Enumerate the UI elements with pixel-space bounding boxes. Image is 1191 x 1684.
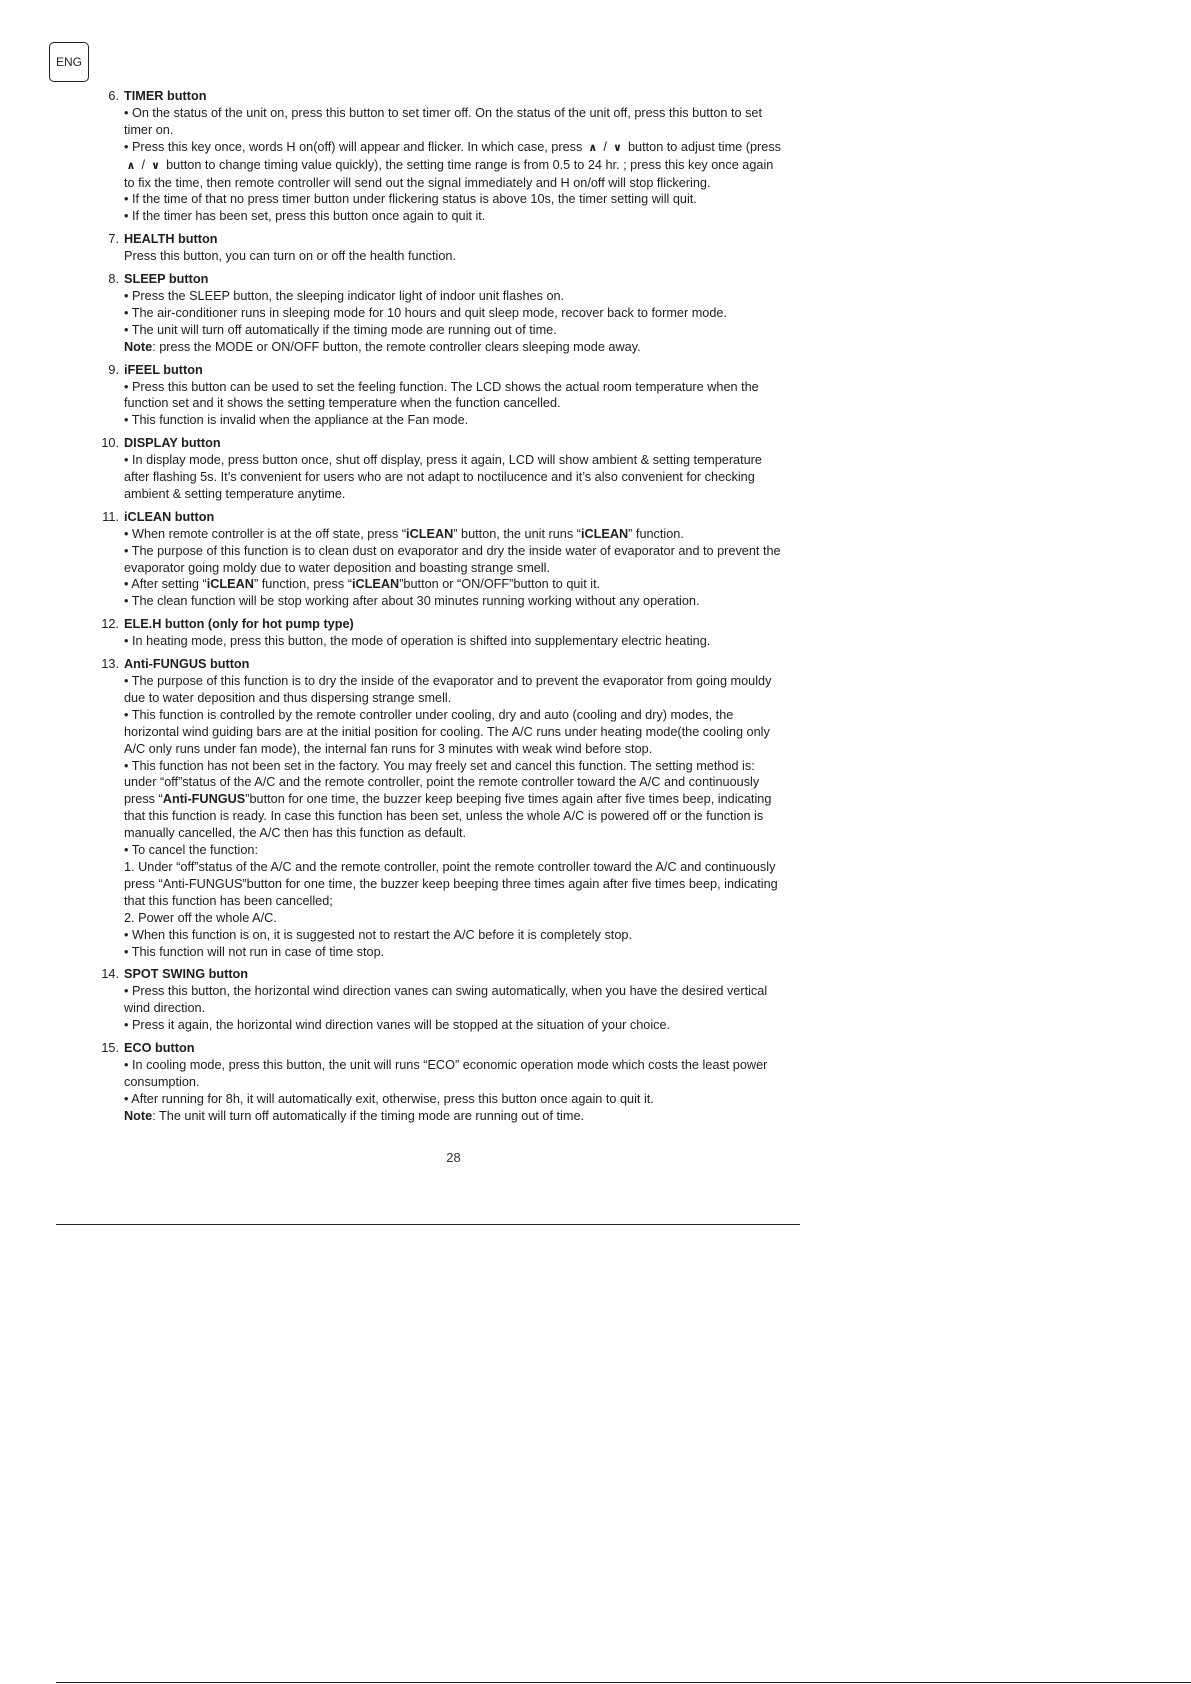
item-line xyxy=(124,288,787,305)
text: button to adjust time (press xyxy=(624,139,782,154)
item-line xyxy=(124,305,787,322)
item-number: 14. xyxy=(101,967,119,982)
item-line xyxy=(124,707,787,758)
item-title: iCLEAN button xyxy=(124,509,215,524)
item-line xyxy=(124,1091,787,1108)
item-number: 6. xyxy=(108,89,119,103)
item-number: 7. xyxy=(108,232,119,247)
item-title: iFEEL button xyxy=(124,362,203,377)
item-line xyxy=(124,859,787,910)
text: ”button or “ON/OFF”button to quit it. xyxy=(399,577,601,592)
item-body xyxy=(119,435,787,503)
item-line xyxy=(124,673,787,707)
item-line xyxy=(124,526,787,543)
text: : press the MODE or ON/OFF button, the remote controller clears sleeping mode away. xyxy=(152,339,641,354)
text: • Press this button, the horizontal wind direction vanes can swing automatically, when you have the desired vertical wind direction. xyxy=(124,984,768,1016)
item-line xyxy=(124,944,787,961)
text: • The clean function will be stop working after about 30 minutes running working without any operation. xyxy=(124,594,700,609)
text: • After setting “ xyxy=(124,577,207,592)
item-line xyxy=(124,1057,787,1091)
item-number: 13. xyxy=(101,657,119,672)
list-item xyxy=(87,509,787,610)
text: • If the timer has been set, press this button once again to quit it. xyxy=(124,209,486,224)
text: • On the status of the unit on, press this button to set timer off. On the status of the unit off, press this button to set timer on. xyxy=(124,105,762,137)
text: • When remote controller is at the off state, press “ xyxy=(124,526,407,541)
item-line xyxy=(124,248,787,265)
item-line xyxy=(124,543,787,577)
item-line xyxy=(124,452,787,503)
text: ”button for one time, the buzzer keep beeping five times again after five times beep, indicating that this function is ready. In case this function has been set, unless the whole A/C is powered off or the function is manually cancelled, the A/C then has this function as default. xyxy=(124,792,772,841)
text: • This function is invalid when the appliance at the Fan mode. xyxy=(124,413,469,428)
text: • If the time of that no press timer button under flickering status is above 10s, the timer setting will quit. xyxy=(124,192,697,207)
item-number: 12. xyxy=(101,617,119,632)
text: : The unit will turn off automatically if the timing mode are running out of time. xyxy=(152,1108,585,1123)
item-number: 8. xyxy=(108,272,119,287)
item-line xyxy=(124,910,787,927)
chevron-down-icon: ∨ xyxy=(612,141,622,154)
text: • In heating mode, press this button, the mode of operation is shifted into supplementary electric heating. xyxy=(124,634,711,649)
text: / xyxy=(138,157,149,172)
item-line xyxy=(124,105,787,139)
item-line xyxy=(124,412,787,429)
chevron-down-icon: ∨ xyxy=(151,159,161,172)
item-body xyxy=(119,656,787,960)
item-number: 9. xyxy=(108,362,119,377)
item-line xyxy=(124,322,787,339)
item-number: 11. xyxy=(102,509,119,524)
item-line xyxy=(124,633,787,650)
text: • The unit will turn off automatically if the timing mode are running out of time. xyxy=(124,322,557,337)
item-line xyxy=(124,927,787,944)
item-body xyxy=(119,966,787,1034)
bold-text: iCLEAN xyxy=(406,526,454,541)
text: / xyxy=(599,139,611,154)
item-title: TIMER button xyxy=(124,89,207,103)
text: • To cancel the function: xyxy=(124,843,258,858)
text: 1. Under “off”status of the A/C and the remote controller, point the remote controller toward the A/C and continuously press “Anti-FUNGUS”button for one time, the buzzer keep beeping three times again after five times beep, indicating that this function has been cancelled; xyxy=(124,859,778,908)
item-title: DISPLAY button xyxy=(124,436,221,451)
text: • In display mode, press button once, shut off display, press it again, LCD will show ambient & setting temperature after flashing 5s. It’s convenient for users who are not adapt to noctilucence and it’s also convenient for checking ambient & setting temperature anytime. xyxy=(124,453,762,501)
language-badge: ENG xyxy=(49,42,89,82)
item-number: 10. xyxy=(101,436,119,451)
footer-divider-line xyxy=(56,1682,1191,1683)
item-title: Anti-FUNGUS button xyxy=(124,657,250,672)
bold-text: iCLEAN xyxy=(351,577,400,592)
item-line xyxy=(124,1108,787,1125)
chevron-up-icon: ∧ xyxy=(588,141,598,154)
text: ” function, press “ xyxy=(253,577,352,592)
list-item xyxy=(87,966,787,1034)
item-body xyxy=(119,616,787,650)
text: • After running for 8h, it will automatically exit, otherwise, press this button once again to quit it. xyxy=(124,1091,654,1106)
list-item xyxy=(87,1040,787,1125)
text: • Press it again, the horizontal wind direction vanes will be stopped at the situation of your choice. xyxy=(124,1018,671,1033)
item-line xyxy=(124,379,787,413)
list-item xyxy=(87,231,787,265)
item-number: 15. xyxy=(101,1041,119,1056)
bold-text: iCLEAN xyxy=(206,577,254,592)
text: Press this button, you can turn on or off the health function. xyxy=(124,249,456,264)
item-line xyxy=(124,339,787,356)
item-title: ELE.H button (only for hot pump type) xyxy=(124,617,354,632)
item-line xyxy=(124,208,787,225)
list-item xyxy=(87,656,787,960)
item-title: SLEEP button xyxy=(124,272,209,287)
text: ” button, the unit runs “ xyxy=(453,526,581,541)
item-body xyxy=(119,231,787,265)
text: • The purpose of this function is to clean dust on evaporator and dry the inside water of evaporator and to prevent the evaporator going moldy due to water deposition and boasting strange smell. xyxy=(124,543,781,575)
text: ” function. xyxy=(628,526,684,541)
list-item xyxy=(87,271,787,356)
list-item xyxy=(87,435,787,503)
item-line xyxy=(124,139,787,192)
list-item xyxy=(87,88,787,225)
item-body xyxy=(119,509,787,610)
item-title: HEALTH button xyxy=(124,232,218,247)
text: button to change timing value quickly), the setting time range is from 0.5 to 24 hr. ; press this key once again to fix the time, then remote controller will send out the signal immediately and H on/off will stop flickering. xyxy=(124,157,774,190)
chevron-up-icon: ∧ xyxy=(126,159,136,172)
item-line xyxy=(124,842,787,859)
item-body xyxy=(119,271,787,356)
text: • In cooling mode, press this button, the unit will runs “ECO” economic operation mode which costs the least power consumption. xyxy=(124,1057,768,1089)
text: • The air-conditioner runs in sleeping mode for 10 hours and quit sleep mode, recover back to former mode. xyxy=(124,305,727,320)
item-body xyxy=(119,362,787,430)
text: 2. Power off the whole A/C. xyxy=(124,910,277,925)
item-body xyxy=(119,1040,787,1125)
item-line xyxy=(124,593,787,610)
item-line xyxy=(124,983,787,1017)
text: • Press this button can be used to set the feeling function. The LCD shows the actual room temperature when the function set and it shows the setting temperature when the function cancelled. xyxy=(124,379,759,411)
bold-text: Anti-FUNGUS xyxy=(162,792,246,807)
item-line xyxy=(124,1017,787,1034)
text: • Press the SLEEP button, the sleeping indicator light of indoor unit flashes on. xyxy=(124,288,565,303)
text: • When this function is on, it is suggested not to restart the A/C before it is completely stop. xyxy=(124,927,632,942)
text: • This function will not run in case of time stop. xyxy=(124,944,385,959)
divider-line xyxy=(56,1224,800,1225)
item-line xyxy=(124,758,787,843)
item-line xyxy=(124,576,787,593)
text: • This function has not been set in the factory. You may freely set and cancel this function. The setting method is: under “off”status of the A/C and the remote controller, point the remote controller toward the A/C and continuously press “ xyxy=(124,758,760,807)
page-number: 28 xyxy=(446,1150,461,1165)
text: • Press this key once, words H on(off) will appear and flicker. In which case, press xyxy=(124,139,586,154)
item-title: SPOT SWING button xyxy=(124,967,249,982)
item-body xyxy=(119,88,787,225)
bold-text: Note xyxy=(124,339,153,354)
text: • This function is controlled by the remote controller under cooling, dry and auto (cooling and dry) modes, the horizontal wind guiding bars are at the initial position for cooling. The A/C runs under heating mode(the cooling only A/C only runs under fan mode), the internal fan runs for 3 minutes with weak wind before stop. xyxy=(124,707,770,756)
item-title: ECO button xyxy=(124,1041,195,1056)
manual-content xyxy=(87,88,787,1131)
item-line xyxy=(124,191,787,208)
bold-text: Note xyxy=(124,1108,153,1123)
text: • The purpose of this function is to dry the inside of the evaporator and to prevent the evaporator from going mouldy due to water deposition and thus dispersing strange smell. xyxy=(124,674,772,705)
list-item xyxy=(87,616,787,650)
list-item xyxy=(87,362,787,430)
bold-text: iCLEAN xyxy=(580,526,629,541)
